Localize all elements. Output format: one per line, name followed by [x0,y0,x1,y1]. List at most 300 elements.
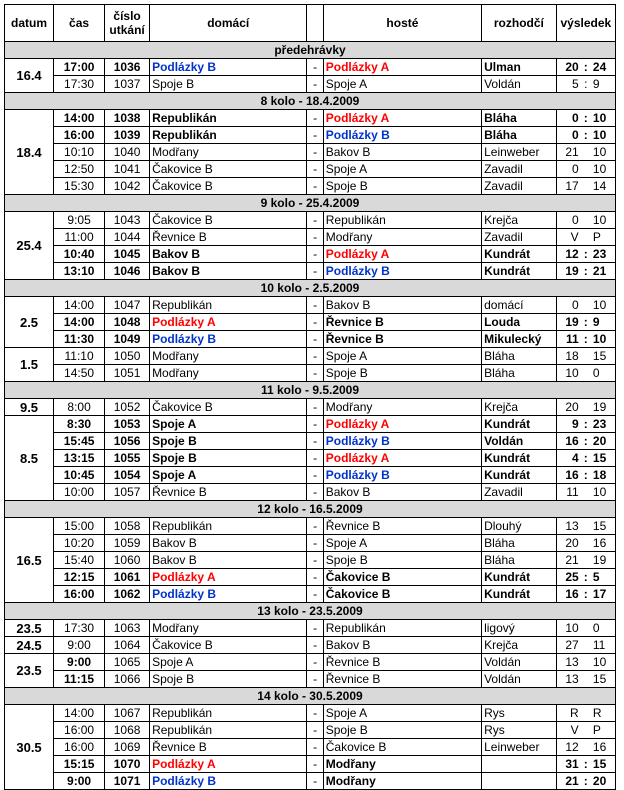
match-time: 16:00 [54,739,105,756]
score-away: 9 [591,314,616,331]
match-time: 17:30 [54,620,105,637]
away-team: Spoje A [323,76,481,93]
score-away: 10 [591,212,616,229]
away-team: Spoje A [323,535,481,552]
vs-dash: - [307,637,323,654]
score-separator [581,178,591,195]
section-row [5,195,616,212]
score-home: 4 [556,450,581,467]
match-date: 30.5 [5,705,54,790]
match-date: 25.4 [5,212,54,280]
score-home: 13 [556,671,581,688]
section-row [5,501,616,518]
referee: Bláha [482,110,557,127]
score-separator [581,518,591,535]
match-number: 1063 [105,620,150,637]
vs-dash: - [307,756,323,773]
score-separator: : [581,773,591,790]
section-row [5,688,616,705]
vs-dash: - [307,552,323,569]
score-separator: : [581,756,591,773]
away-team: Modřany [323,229,481,246]
score-home: 12 [556,739,581,756]
score-away: 10 [591,161,616,178]
match-number: 1059 [105,535,150,552]
score-home: R [556,705,581,722]
home-team: Republikán [150,705,307,722]
match-number: 1060 [105,552,150,569]
match-time: 17:00 [54,59,105,76]
home-team: Podlázky A [150,569,307,586]
score-separator: : [581,246,591,263]
referee: Kundrát [482,416,557,433]
match-number: 1049 [105,331,150,348]
score-away: 23 [591,416,616,433]
score-separator: : [581,569,591,586]
match-row [5,739,616,756]
match-date: 23.5 [5,620,54,637]
match-number: 1064 [105,637,150,654]
referee: Bláha [482,535,557,552]
header-dash [307,5,323,42]
home-team: Republikán [150,518,307,535]
referee: Zavadil [482,161,557,178]
home-team: Čakovice B [150,161,307,178]
referee: Bláha [482,348,557,365]
referee [482,756,557,773]
home-team: Bakov B [150,535,307,552]
section-row [5,382,616,399]
away-team: Podlázky A [323,246,481,263]
match-time: 14:00 [54,705,105,722]
score-away: 5 [591,569,616,586]
match-time: 9:05 [54,212,105,229]
match-row [5,110,616,127]
section-title: 8 kolo - 18.4.2009 [5,93,616,110]
home-team: Modřany [150,144,307,161]
referee: Bláha [482,127,557,144]
score-separator: : [581,59,591,76]
vs-dash: - [307,518,323,535]
match-number: 1038 [105,110,150,127]
section-row [5,603,616,620]
section-title: 13 kolo - 23.5.2009 [5,603,616,620]
match-date: 9.5 [5,399,54,416]
match-row [5,263,616,280]
match-time: 11:10 [54,348,105,365]
score-away: 10 [591,110,616,127]
referee: Kundrát [482,263,557,280]
score-away: R [591,705,616,722]
referee: Voldán [482,654,557,671]
match-number: 1037 [105,76,150,93]
match-time: 11:30 [54,331,105,348]
match-number: 1046 [105,263,150,280]
section-row [5,42,616,59]
vs-dash: - [307,212,323,229]
referee: Kundrát [482,467,557,484]
vs-dash: - [307,365,323,382]
home-team: Modřany [150,620,307,637]
match-time: 14:00 [54,297,105,314]
referee: Louda [482,314,557,331]
score-separator: : [581,433,591,450]
match-time: 15:45 [54,433,105,450]
away-team: Řevnice B [323,518,481,535]
score-home: 0 [556,110,581,127]
score-separator: : [581,467,591,484]
score-away: P [591,722,616,739]
away-team: Podlázky A [323,416,481,433]
match-date: 8.5 [5,416,54,501]
match-row [5,484,616,501]
vs-dash: - [307,246,323,263]
away-team: Spoje B [323,365,481,382]
vs-dash: - [307,59,323,76]
away-team: Bakov B [323,637,481,654]
referee: Mikulecký [482,331,557,348]
score-separator [581,212,591,229]
vs-dash: - [307,331,323,348]
score-away: 20 [591,433,616,450]
score-away: 15 [591,348,616,365]
match-row [5,705,616,722]
match-row [5,399,616,416]
vs-dash: - [307,739,323,756]
referee: Zavadil [482,229,557,246]
score-home: V [556,722,581,739]
referee: ligový [482,620,557,637]
section-title: 10 kolo - 2.5.2009 [5,280,616,297]
match-time: 17:30 [54,76,105,93]
home-team: Podlázky B [150,773,307,790]
away-team: Spoje B [323,722,481,739]
score-home: 16 [556,467,581,484]
match-time: 13:10 [54,263,105,280]
score-separator [581,620,591,637]
header-row [5,5,616,42]
score-away: 15 [591,671,616,688]
match-time: 16:00 [54,586,105,603]
home-team: Spoje B [150,76,307,93]
home-team: Řevnice B [150,484,307,501]
match-row [5,450,616,467]
match-time: 8:30 [54,416,105,433]
header-hoste: hosté [323,5,481,42]
match-date: 2.5 [5,297,54,348]
score-away: 16 [591,535,616,552]
match-number: 1051 [105,365,150,382]
vs-dash: - [307,127,323,144]
match-row [5,671,616,688]
score-away: 19 [591,552,616,569]
home-team: Republikán [150,722,307,739]
vs-dash: - [307,433,323,450]
score-home: 10 [556,620,581,637]
away-team: Podlázky B [323,127,481,144]
away-team: Podlázky A [323,450,481,467]
score-separator [581,671,591,688]
match-time: 15:00 [54,518,105,535]
score-away: 10 [591,144,616,161]
score-separator [581,297,591,314]
score-separator: : [581,450,591,467]
vs-dash: - [307,348,323,365]
match-row [5,365,616,382]
score-home: 17 [556,178,581,195]
score-separator [581,484,591,501]
referee: Kundrát [482,569,557,586]
match-number: 1043 [105,212,150,229]
score-away: 10 [591,331,616,348]
score-home: 12 [556,246,581,263]
match-time: 11:00 [54,229,105,246]
score-away: 23 [591,246,616,263]
vs-dash: - [307,569,323,586]
referee [482,773,557,790]
score-separator [581,637,591,654]
match-row [5,348,616,365]
match-time: 8:00 [54,399,105,416]
referee: Voldán [482,76,557,93]
home-team: Řevnice B [150,739,307,756]
match-row [5,246,616,263]
referee: Bláha [482,365,557,382]
match-date: 1.5 [5,348,54,382]
match-time: 10:40 [54,246,105,263]
away-team: Čakovice B [323,739,481,756]
score-home: 21 [556,552,581,569]
score-separator [581,654,591,671]
section-title: 14 kolo - 30.5.2009 [5,688,616,705]
vs-dash: - [307,722,323,739]
match-time: 10:00 [54,484,105,501]
score-home: 27 [556,637,581,654]
match-time: 16:00 [54,127,105,144]
score-separator: : [581,76,591,93]
match-row [5,212,616,229]
header-rozhodci: rozhodčí [482,5,557,42]
home-team: Spoje B [150,671,307,688]
match-row [5,229,616,246]
match-row [5,59,616,76]
schedule-container [4,4,616,790]
score-separator [581,739,591,756]
match-number: 1041 [105,161,150,178]
score-separator [581,535,591,552]
home-team: Modřany [150,365,307,382]
vs-dash: - [307,416,323,433]
score-separator [581,722,591,739]
match-date: 16.4 [5,59,54,93]
match-row [5,144,616,161]
match-number: 1067 [105,705,150,722]
away-team: Řevnice B [323,314,481,331]
match-row [5,518,616,535]
match-number: 1040 [105,144,150,161]
section-title: 12 kolo - 16.5.2009 [5,501,616,518]
vs-dash: - [307,586,323,603]
match-number: 1052 [105,399,150,416]
referee: Voldán [482,433,557,450]
match-row [5,314,616,331]
score-separator: : [581,263,591,280]
home-team: Spoje A [150,416,307,433]
score-away: 14 [591,178,616,195]
home-team: Čakovice B [150,399,307,416]
score-separator [581,365,591,382]
match-number: 1053 [105,416,150,433]
match-row [5,297,616,314]
match-date: 23.5 [5,654,54,688]
score-home: 10 [556,365,581,382]
vs-dash: - [307,450,323,467]
vs-dash: - [307,178,323,195]
score-away: 16 [591,739,616,756]
schedule-table [4,4,616,790]
score-home: 25 [556,569,581,586]
referee: Bláha [482,552,557,569]
score-home: 19 [556,314,581,331]
match-row [5,331,616,348]
score-away: 10 [591,484,616,501]
match-number: 1065 [105,654,150,671]
away-team: Podlázky B [323,433,481,450]
referee: Ulman [482,59,557,76]
match-time: 15:30 [54,178,105,195]
score-home: 13 [556,518,581,535]
away-team: Spoje B [323,178,481,195]
match-row [5,552,616,569]
score-home: 11 [556,331,581,348]
vs-dash: - [307,314,323,331]
vs-dash: - [307,654,323,671]
score-away: 24 [591,59,616,76]
score-separator: : [581,586,591,603]
match-row [5,127,616,144]
match-number: 1070 [105,756,150,773]
score-separator [581,229,591,246]
match-number: 1062 [105,586,150,603]
match-number: 1056 [105,433,150,450]
vs-dash: - [307,399,323,416]
away-team: Modřany [323,399,481,416]
score-separator [581,161,591,178]
match-time: 12:50 [54,161,105,178]
score-away: P [591,229,616,246]
home-team: Bakov B [150,552,307,569]
score-away: 0 [591,620,616,637]
referee: Krejča [482,212,557,229]
match-time: 10:10 [54,144,105,161]
score-away: 10 [591,654,616,671]
away-team: Bakov B [323,297,481,314]
away-team: Spoje A [323,348,481,365]
score-home: 19 [556,263,581,280]
home-team: Podlázky B [150,331,307,348]
score-away: 15 [591,756,616,773]
section-title: 9 kolo - 25.4.2009 [5,195,616,212]
score-away: 11 [591,637,616,654]
away-team: Republikán [323,620,481,637]
score-separator: : [581,110,591,127]
home-team: Podlázky A [150,314,307,331]
vs-dash: - [307,671,323,688]
score-home: 20 [556,59,581,76]
away-team: Podlázky B [323,263,481,280]
away-team: Čakovice B [323,586,481,603]
score-home: 0 [556,297,581,314]
score-away: 18 [591,467,616,484]
match-row [5,178,616,195]
schedule-body [5,42,616,790]
score-home: 21 [556,773,581,790]
match-row [5,654,616,671]
home-team: Spoje B [150,433,307,450]
away-team: Podlázky B [323,467,481,484]
section-row [5,280,616,297]
header-cas: čas [54,5,105,42]
header-vysledek: výsledek [556,5,615,42]
match-time: 10:45 [54,467,105,484]
home-team: Řevnice B [150,229,307,246]
home-team: Čakovice B [150,212,307,229]
score-away: 10 [591,127,616,144]
vs-dash: - [307,484,323,501]
vs-dash: - [307,467,323,484]
vs-dash: - [307,110,323,127]
score-home: 20 [556,399,581,416]
referee: Krejča [482,399,557,416]
away-team: Spoje A [323,705,481,722]
home-team: Spoje A [150,467,307,484]
score-away: 9 [591,76,616,93]
match-time: 14:50 [54,365,105,382]
away-team: Řevnice B [323,331,481,348]
match-number: 1057 [105,484,150,501]
score-home: 9 [556,416,581,433]
referee: Voldán [482,671,557,688]
match-row [5,569,616,586]
away-team: Republikán [323,212,481,229]
match-row [5,535,616,552]
score-away: 10 [591,297,616,314]
vs-dash: - [307,229,323,246]
away-team: Řevnice B [323,654,481,671]
match-row [5,586,616,603]
referee: Leinweber [482,739,557,756]
match-number: 1068 [105,722,150,739]
vs-dash: - [307,620,323,637]
home-team: Spoje B [150,450,307,467]
score-away: 20 [591,773,616,790]
referee: Rys [482,705,557,722]
score-home: 20 [556,535,581,552]
score-home: 0 [556,161,581,178]
vs-dash: - [307,705,323,722]
home-team: Čakovice B [150,178,307,195]
match-time: 12:15 [54,569,105,586]
away-team: Modřany [323,756,481,773]
score-home: 21 [556,144,581,161]
referee: Krejča [482,637,557,654]
score-home: 18 [556,348,581,365]
home-team: Bakov B [150,263,307,280]
away-team: Modřany [323,773,481,790]
home-team: Podlázky A [150,756,307,773]
match-time: 9:00 [54,654,105,671]
score-separator: : [581,331,591,348]
